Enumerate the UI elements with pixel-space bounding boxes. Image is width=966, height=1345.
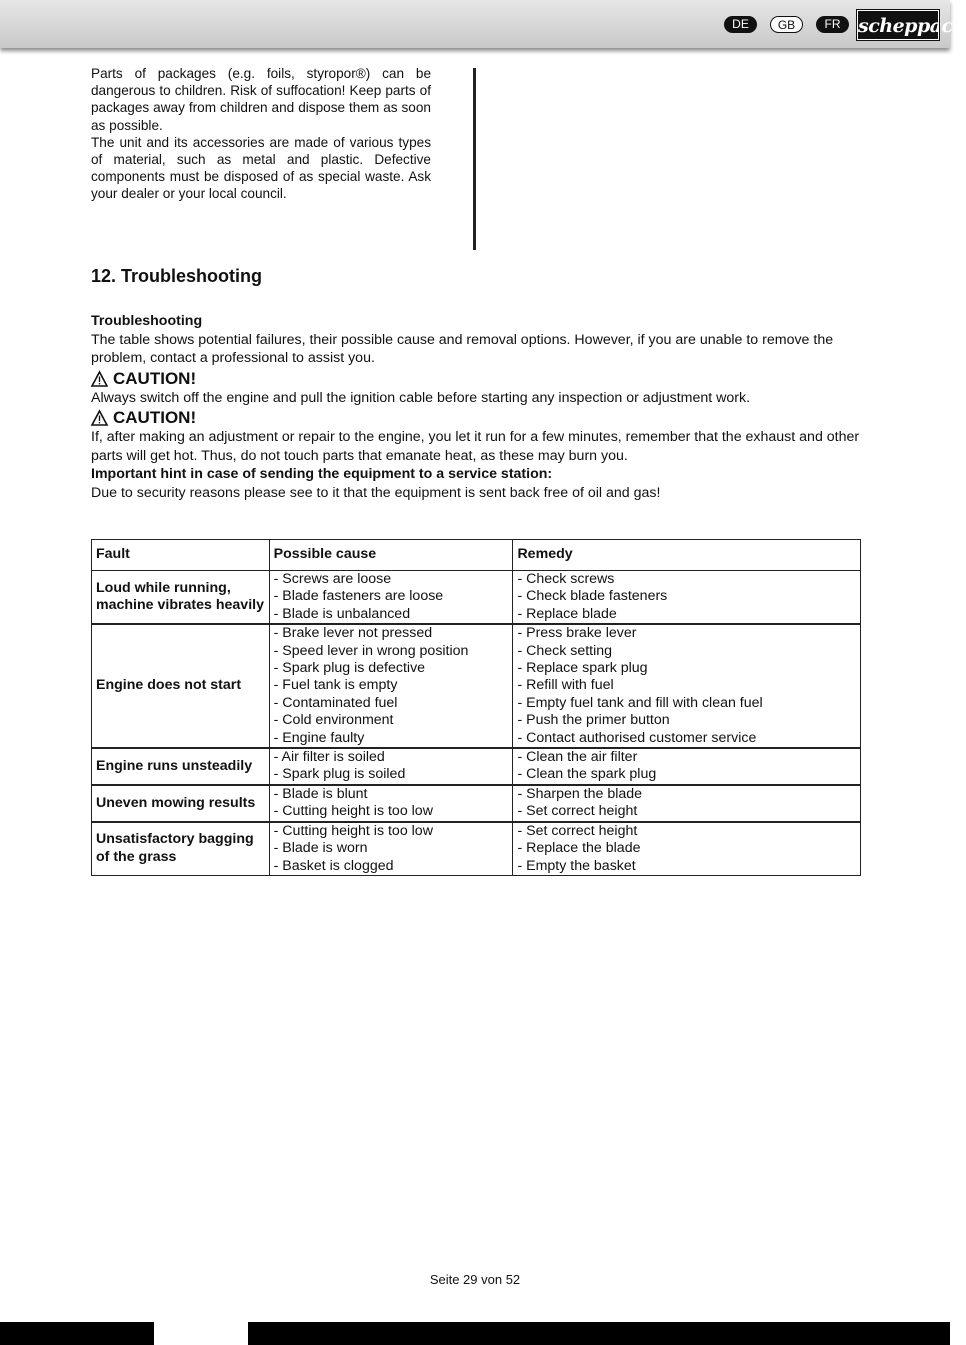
page-number: Seite 29 von 52 bbox=[429, 1272, 521, 1287]
cause-item: - Contaminated fuel bbox=[273, 694, 398, 711]
hint-text: Due to security reasons please see to it that the equipment is sent back free of oil and gas! bbox=[91, 484, 661, 501]
fault-cell: Loud while running, machine vibrates heavily bbox=[92, 571, 270, 625]
fault-cell: Engine runs unsteadily bbox=[92, 748, 270, 785]
remedy-item: - Check screws bbox=[517, 571, 615, 587]
caution-heading bbox=[91, 408, 861, 428]
column-header-remedy: Remedy bbox=[513, 540, 861, 571]
remedy-cell bbox=[513, 822, 861, 876]
cause-item: - Speed lever in wrong position bbox=[273, 642, 469, 659]
column-header-cause: Possible cause bbox=[269, 540, 513, 571]
language-badge-de[interactable]: DE bbox=[724, 16, 757, 33]
remedy-item: - Replace blade bbox=[517, 605, 617, 622]
caution-text: Always switch off the engine and pull the ignition cable before starting any inspection or adjustment work. bbox=[91, 389, 751, 406]
remedy-item: - Contact authorised customer service bbox=[517, 729, 757, 746]
remedy-cell bbox=[513, 624, 861, 748]
column-header-fault: Fault bbox=[92, 540, 270, 571]
remedy-item: - Set correct height bbox=[517, 822, 638, 839]
cause-item: - Cutting height is too low bbox=[273, 822, 433, 839]
intro-text bbox=[91, 65, 431, 203]
cause-item: - Spark plug is soiled bbox=[273, 766, 406, 783]
intro-paragraph: The unit and its accessories are made of various types of material, such as metal and plastic. Defective components must be disposed of as special waste. Ask your dealer or your local council. bbox=[91, 134, 431, 202]
cause-item: - Basket is clogged bbox=[273, 857, 394, 874]
footer-bar-gap bbox=[154, 1322, 248, 1345]
cause-item: - Cutting height is too low bbox=[273, 803, 433, 820]
brand-logo: scheppach bbox=[857, 10, 939, 40]
language-badge-fr[interactable]: FR bbox=[816, 16, 849, 33]
cause-item: - Screws are loose bbox=[273, 571, 392, 587]
remedy-item: - Sharpen the blade bbox=[517, 785, 643, 802]
remedy-item: - Clean the air filter bbox=[517, 749, 638, 766]
subsection-title: Troubleshooting bbox=[91, 313, 203, 329]
remedy-item: - Empty the basket bbox=[517, 857, 636, 874]
remedy-item: - Replace spark plug bbox=[517, 660, 648, 677]
remedy-item: - Set correct height bbox=[517, 803, 638, 820]
fault-cell: Engine does not start bbox=[92, 624, 270, 748]
remedy-cell bbox=[513, 571, 861, 625]
caution-label: CAUTION! bbox=[113, 408, 197, 427]
section-title: 12. Troubleshooting bbox=[91, 266, 263, 286]
fault-cell: Unsatisfactory bagging of the grass bbox=[92, 822, 270, 876]
description-text: The table shows potential failures, their possible cause and removal options. However, if you are unable to remove the problem, contact a professional to assist you. bbox=[91, 331, 834, 366]
remedy-item: - Refill with fuel bbox=[517, 677, 614, 694]
table-row bbox=[92, 785, 861, 822]
table-row bbox=[92, 822, 861, 876]
remedy-item: - Push the primer button bbox=[517, 712, 670, 729]
cause-cell bbox=[269, 624, 513, 748]
troubleshooting-table bbox=[91, 539, 861, 876]
warning-triangle-icon bbox=[91, 410, 108, 426]
cause-item: - Blade is worn bbox=[273, 840, 368, 857]
remedy-cell bbox=[513, 748, 861, 785]
header-bar bbox=[0, 0, 950, 48]
cause-item: - Brake lever not pressed bbox=[273, 625, 433, 642]
intro-paragraph: Parts of packages (e.g. foils, styropor®) can be dangerous to children. Risk of suffocation! Keep parts of packages away from children and dispose them as soon as possible. bbox=[91, 66, 431, 133]
cause-cell bbox=[269, 748, 513, 785]
cause-item: - Fuel tank is empty bbox=[273, 677, 398, 694]
table-row bbox=[92, 571, 861, 625]
caution-text: If, after making an adjustment or repair to the engine, you let it run for a few minutes, remember that the exhaust and other parts will get hot. Thus, do not touch parts that emanate heat, as these may burn you. bbox=[91, 429, 860, 464]
cause-item: - Blade fasteners are loose bbox=[273, 588, 444, 605]
cause-cell bbox=[269, 571, 513, 625]
table-header-row bbox=[92, 540, 861, 571]
remedy-cell bbox=[513, 785, 861, 822]
remedy-item: - Press brake lever bbox=[517, 625, 637, 642]
caution-heading bbox=[91, 369, 861, 389]
caution-label: CAUTION! bbox=[113, 368, 197, 388]
cause-item: - Engine faulty bbox=[273, 729, 365, 746]
table-row bbox=[92, 624, 861, 748]
cause-item: - Blade is unbalanced bbox=[273, 605, 411, 622]
footer-bar bbox=[0, 1322, 950, 1345]
remedy-item: - Check setting bbox=[517, 642, 613, 659]
cause-item: - Spark plug is defective bbox=[273, 660, 426, 677]
warning-triangle-icon bbox=[91, 371, 108, 387]
cause-item: - Blade is blunt bbox=[273, 785, 368, 802]
hint-title: Important hint in case of sending the equipment to a service station: bbox=[91, 466, 553, 482]
remedy-item: - Empty fuel tank and fill with clean fuel bbox=[517, 694, 763, 711]
column-divider bbox=[473, 68, 476, 250]
remedy-item: - Clean the spark plug bbox=[517, 766, 657, 783]
remedy-item: - Check blade fasteners bbox=[517, 588, 668, 605]
language-badge-gb[interactable]: GB bbox=[770, 16, 803, 33]
fault-cell: Uneven mowing results bbox=[92, 785, 270, 822]
table-body bbox=[92, 571, 861, 876]
table-row bbox=[92, 748, 861, 785]
cause-cell bbox=[269, 785, 513, 822]
cause-item: - Cold environment bbox=[273, 712, 394, 729]
cause-item: - Air filter is soiled bbox=[273, 749, 385, 766]
section-content bbox=[91, 312, 861, 502]
remedy-item: - Replace the blade bbox=[517, 840, 641, 857]
cause-cell bbox=[269, 822, 513, 876]
